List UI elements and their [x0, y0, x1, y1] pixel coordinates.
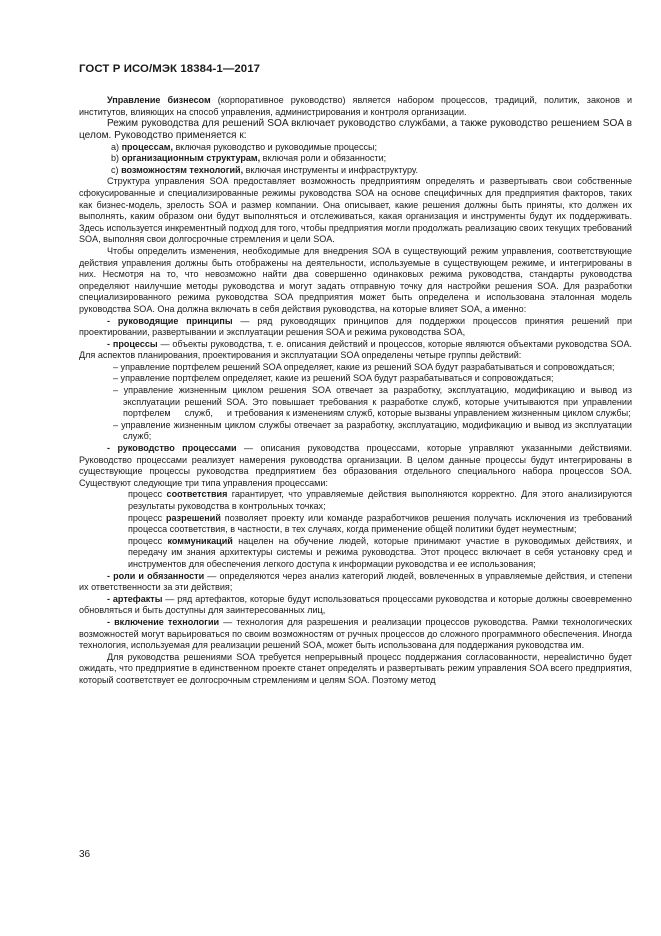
item-text: — объекты руководства, т. е. описания действий и процессов, которые являются объектами руководства SOA. Для аспектов планирования, проектирования и эксплуатации SOA определены четыре группы действий: [79, 338, 632, 361]
list-item-a [79, 142, 632, 154]
term-business-governance: Управление бизнесом [107, 95, 211, 105]
item-artifacts [79, 594, 632, 617]
term-processes: - процессы [107, 338, 158, 349]
list-term: процессам, [121, 141, 173, 152]
subitem-service-lifecycle: – управление жизненным циклом службы отвечает за разработку, эксплуатацию, модификацию и вывод из эксплуатации служб; [113, 419, 632, 442]
list-item-c [79, 165, 632, 177]
item-technology [79, 617, 632, 652]
subitem-permissions [79, 513, 632, 536]
item-text: — описания руководства процессами, которые управляют указанными действиями. Руководство процессами реализует намерения руководства организации. В целом данные процессы будут интегрированы в существующие процессы руководства предприятием без образования отдельного специального набора процессов SOA. Существуют следующие три типа управления процессами: [79, 443, 633, 488]
subitem-text: процесс [128, 489, 167, 500]
item-process-governance [79, 443, 632, 489]
list-marker: c) [111, 164, 119, 175]
term-permissions: разрешений [166, 512, 221, 523]
document-body [79, 95, 632, 687]
subitem-solution-lifecycle [79, 385, 632, 420]
subitem-text: процесс [128, 535, 168, 546]
subitem-text: и требования к изменениям служб, которые вызваны управлением жизненным циклом службы; [226, 408, 631, 419]
item-text: — ряд руководящих принципов для поддержки процессов принятия решений при проектировании, развертывании и эксплуатации решения SOA и режима руководства SOA, [79, 315, 632, 338]
term-compliance: соответствия [166, 489, 228, 500]
subitem-portfolio: – управление портфелем определяет, какие из решений SOA будут разрабатываться и сопровождаться; [113, 373, 554, 384]
paragraph-governance-regime: Режим руководства для решений SOA включает руководство службами, а также руководство решением SOA в целом. Руководство применяется к: [79, 118, 632, 141]
paragraph-continuous-process: Для руководства решениями SOA требуется непрерывный процесс поддержания согласованности, нерealистично будет ожидать, что предприятие в единственном проекте станет определять и развертывать режим управления SOA всего предприятия, который соответствует ее долгосрочным стремлениям и целям SOA. Поэтому метод [79, 651, 632, 685]
paragraph-changes: Чтобы определить изменения, необходимые для внедрения SOA в существующий режим управления, соответствующие действия управления должны быть отображены на деятельности, используемые в существующем режиме, и интегрированы в них. Несмотря на то, что невозможно найти два совершенно одинаковых режима руководства, стандарты руководства определяют наилучшие методы руководства и могут задать отправную точку для настройки решения SOA. Для разработки специализированного режима руководства SOA предприятия может быть определена и использована эталонная модель руководства SOA. Она должна включать в себя действия руководства, на которые влияет SOA, а именно: [79, 245, 632, 314]
subitem-text: позволяет проекту или команде разработчиков решения получать исключения из требований процесса соответствия, в частности, в тех случаях, когда применение общей политики будет неуместным; [128, 512, 632, 535]
paragraph-structure: Структура управления SOA предоставляет возможность предприятиям определять и развертывать свои собственные сфокусированные и специализированные режимы руководства SOA на основе специфичных для предприятия факторов, таких как бизнес-модель, зрелость SOA и размер компании. Она описывает, какие решения должны быть приняты, кто должен их выполнять, каким образом они будут выполняться и отслеживаться, какая организация и инструменты будут их поддерживать. Здесь используется инкрементный подход для того, чтобы предприятия могли продолжать реализацию своих текущих требований SOA, выполняя свои долгосрочные стремления и цели SOA. [79, 176, 632, 245]
item-roles [79, 571, 632, 594]
item-text: — ряд артефактов, которые будут использоваться процессами руководства и которые должны своевременно обновляться и быть доступны для заинтересованных лиц, [79, 593, 632, 616]
term-technology: - включение технологии [107, 616, 220, 627]
list-text: включая роли и обязанности; [260, 153, 387, 164]
list-item-b [79, 153, 632, 165]
term-process-governance: - руководство процессами [107, 443, 237, 454]
term-principles: - руководящие принципы [107, 315, 233, 326]
list-marker: b) [111, 153, 120, 164]
subitem-text: процесс [128, 512, 167, 523]
page-number: 36 [79, 849, 91, 860]
item-text: — технология для разрешения и реализации процессов руководства. Рамки технологических возможностей могут варьироваться по своим возможностям от ручных процессов до сложного программного обеспечения. Иногда технология, используемая для реализации решений SOA, может быть использована для поддержания руководства им. [79, 616, 632, 651]
item-text: — определяются через анализ категорий людей, вовлеченных в управляемые действия, и степени их ответственности за эти действия; [79, 570, 632, 593]
list-text: включая руководство и руководимые процессы; [172, 141, 378, 152]
subitem-text: гарантирует, что управляемые действия выполняются корректно. Для этого анализируются результаты руководства в контрольных точках; [128, 489, 632, 511]
subitem-compliance [79, 489, 632, 512]
term-artifacts: - артефакты [107, 593, 163, 604]
list-marker: a) [111, 141, 120, 152]
subitem-portfolio-solutions: – управление портфелем решений SOA определяет, какие из решений SOA будут разрабатываться и сопровождаться; [113, 361, 615, 372]
subitem-text: – управление жизненным циклом решения SOA отвечает за разработку, эксплуатацию, модификацию и вывод из эксплуатации решений SOA. Это повышает требования к разработке служб, которые учитываются при управлении портфелем [113, 385, 632, 419]
list-term: возможностям технологий, [121, 164, 244, 175]
term-roles: - роли и обязанности [107, 570, 205, 581]
list-term: организационным структурам, [121, 153, 261, 164]
paragraph-business-governance [79, 95, 632, 118]
list-text: включая инструменты и инфраструктуру. [243, 164, 419, 175]
standard-header: ГОСТ Р ИСО/МЭК 18384-1—2017 [79, 63, 261, 75]
item-principles [79, 316, 632, 339]
term-communications: коммуникаций [167, 535, 233, 546]
subitem-communications [79, 536, 632, 571]
paragraph-text: (корпоративное руководство) является набором процессов, традиций, политик, законов и институтов, влияющих на способ управления, администрирования и контроля организации. [79, 95, 632, 117]
item-processes [79, 339, 632, 362]
subitem-text: служб, [184, 408, 213, 419]
subitem-text: нацелен на обучение людей, которые принимают участие в руководимых действиях, и передачу им знания архитектуры системы и режима руководства. Этот процесс включает в себя установку сред и инструментов для обеспечения легкого доступа к информации руководства и ее использования; [128, 535, 632, 569]
